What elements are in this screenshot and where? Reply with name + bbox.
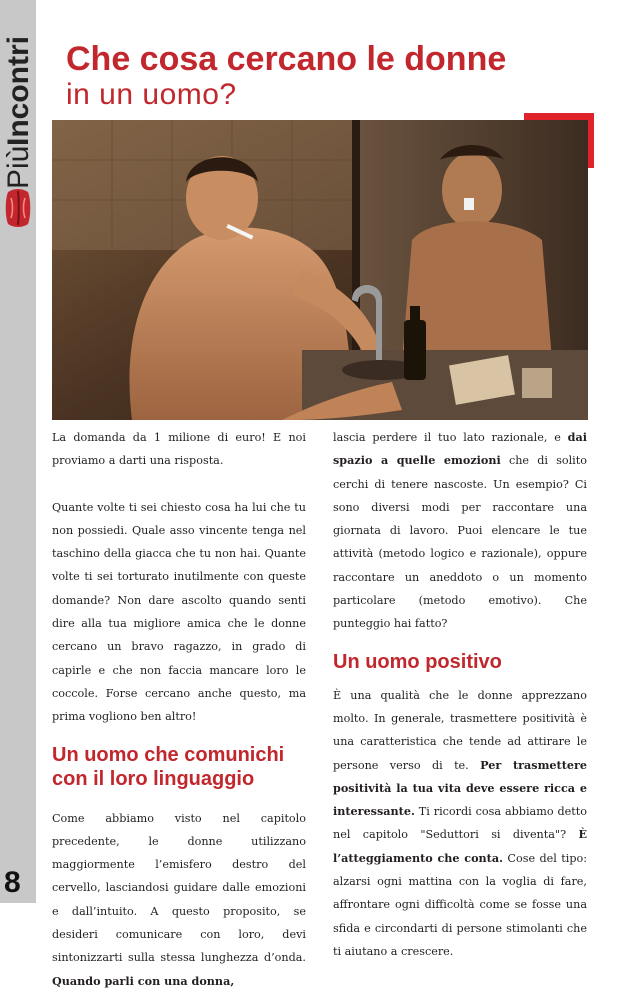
article-column-left (52, 426, 306, 993)
page-title: Che cosa cercano le donne (66, 40, 507, 78)
article-column-right (333, 426, 587, 963)
section-heading: Un uomo positivo (333, 650, 502, 673)
brand-logo (4, 4, 34, 189)
paragraph-text: Ti ricordi cosa abbiamo detto nel capitolo "Seduttori si diventa"? (333, 805, 587, 842)
bold-text: È l’atteggiamento che conta. (333, 827, 587, 865)
man-at-mirror-photo (52, 120, 588, 420)
bold-text: Per trasmettere positività la tua vita deve essere ricca e interessante. (333, 757, 587, 819)
bold-text: Quando parli con una donna, (52, 973, 235, 988)
sidebar-strip (0, 0, 36, 903)
page-number: 8 (4, 866, 21, 899)
body-paragraph (52, 807, 306, 993)
paragraph-text: che di solito cerchi di tenere nascoste. Un esempio? Ci sono diversi modi per raccontare una giornata di lavoro. Puoi elencare le tue attività (metodo logico e razionale), oppure raccontare un aneddoto o un momento particolare (metodo emotivo). Che punteggio hai fatto? (333, 454, 587, 631)
brand-prefix: Più (2, 145, 35, 189)
bold-text: dai spazio a quelle emozioni (333, 430, 587, 468)
intro-paragraph: La domanda da 1 milione di euro! E noi proviamo a darti una risposta. (52, 431, 306, 468)
body-paragraph: Quante volte ti sei chiesto cosa ha lui che tu non possiedi. Quale asso vincente tenga nel taschino della giacca che tu non hai. Quante volte ti sei torturato inutilmente con queste domande? Non dare ascolto quando senti dire alla tua migliore amica che le donne cercano un bravo ragazzo, in grado di capirle e che non faccia mancare loro le coccole. Forse cercano anche questo, ma prima vogliono ben altro! (52, 500, 306, 724)
body-paragraph (333, 426, 587, 636)
paragraph-text: È una qualità che le donne apprezzano molto. In generale, trasmettere positività è una caratteristica che tende ad attirare le persone verso di te. (333, 688, 587, 772)
section-heading: Un uomo che comunichi con il loro linguaggio (52, 743, 285, 790)
body-paragraph (333, 684, 587, 964)
brand-name: Incontri (2, 35, 35, 146)
paragraph-text: lascia perdere il tuo lato razionale, e (333, 431, 561, 444)
page-subtitle: in un uomo? (66, 78, 237, 111)
corner-accent-vertical (587, 113, 594, 168)
lips-icon (4, 188, 32, 228)
article-photo (52, 120, 588, 420)
corner-accent-horizontal (524, 113, 594, 120)
paragraph-text: Come abbiamo visto nel capitolo precedente, le donne utilizzano maggiormente l’emisfero destro del cervello, lasciandosi guidare dalle emozioni e dall’intuito. A questo proposito, se desideri comunicare con loro, devi sintonizzarti sulla stessa lunghezza d’onda. (52, 811, 306, 965)
paragraph-text: Cose del tipo: alzarsi ogni mattina con la voglia di fare, affrontare ogni difficoltà come se fosse una sfida e circondarti di persone stimolanti che ti aiutano a crescere. (333, 851, 587, 958)
